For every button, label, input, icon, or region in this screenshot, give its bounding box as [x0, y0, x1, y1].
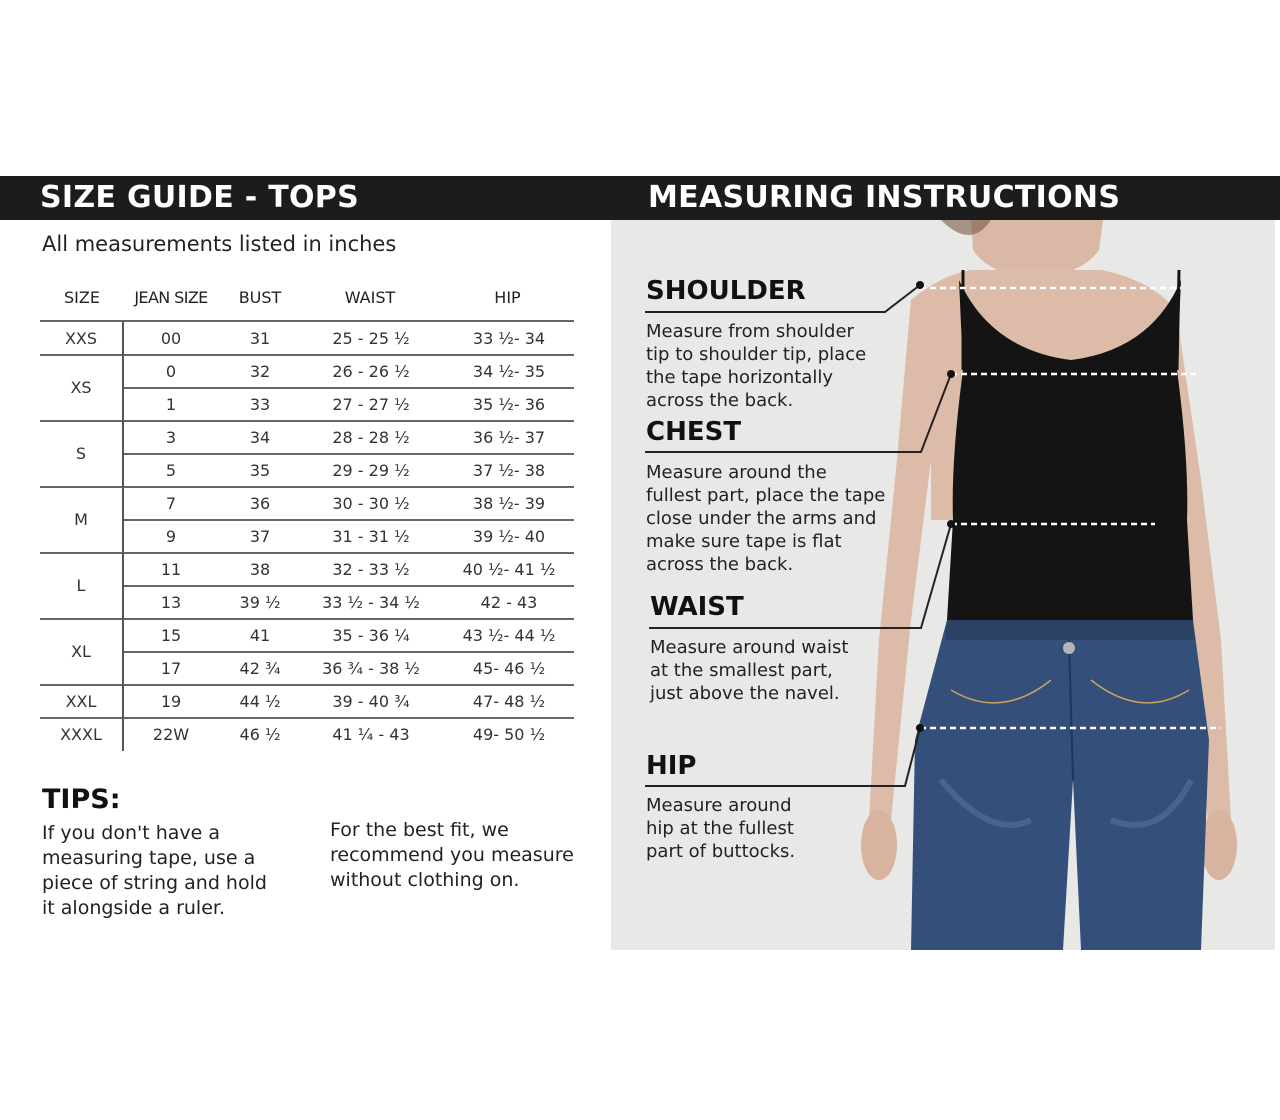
waist-cell: 30 - 30 ½: [332, 494, 410, 513]
bust-cell: 46 ½: [239, 725, 281, 744]
jean-cell: 17: [160, 659, 182, 678]
size-label: S: [75, 444, 87, 463]
hip-cell: 38 ½- 39: [472, 494, 546, 513]
size-label: XXXL: [60, 725, 102, 744]
size-guide-title: SIZE GUIDE - TOPS: [40, 180, 360, 215]
size-label: XXS: [64, 329, 98, 348]
bust-cell: 44 ½: [239, 692, 281, 711]
table-vertical-divider: [122, 322, 124, 751]
bust-cell: 37: [249, 527, 271, 546]
waist-cell: 35 - 36 ¼: [332, 626, 410, 645]
jean-cell: 1: [165, 395, 177, 414]
chest-title: CHEST: [646, 417, 742, 447]
waist-cell: 32 - 33 ½: [332, 560, 410, 579]
jean-cell: 3: [165, 428, 177, 447]
bust-cell: 31: [249, 329, 271, 348]
hip-cell: 36 ½- 37: [472, 428, 546, 447]
jean-cell: 19: [160, 692, 182, 711]
size-label: XXL: [65, 692, 97, 711]
size-label: M: [74, 510, 88, 529]
measuring-panel: [611, 220, 1275, 950]
waist-title: WAIST: [650, 592, 744, 622]
jean-cell: 22W: [152, 725, 190, 744]
hip-title: HIP: [646, 751, 697, 781]
hip-cell: 43 ½- 44 ½: [462, 626, 556, 645]
hip-cell: 42 - 43: [480, 593, 538, 612]
jean-cell: 13: [160, 593, 182, 612]
jean-cell: 00: [160, 329, 182, 348]
bust-cell: 32: [249, 362, 271, 381]
waist-cell: 33 ½ - 34 ½: [322, 593, 420, 612]
column-header-bust: BUST: [238, 288, 282, 307]
bust-cell: 36: [249, 494, 271, 513]
measuring-instructions-title: MEASURING INSTRUCTIONS: [648, 180, 1121, 215]
bust-cell: 38: [249, 560, 271, 579]
waist-cell: 28 - 28 ½: [332, 428, 410, 447]
bust-cell: 42 ¾: [239, 659, 281, 678]
tip-measuring-tape: If you don't have a measuring tape, use a piece of string and hold it alongside a ruler.: [42, 822, 267, 919]
bust-cell: 41: [249, 626, 271, 645]
jean-cell: 7: [165, 494, 177, 513]
size-label: XL: [71, 642, 91, 661]
hip-cell: 49- 50 ½: [472, 725, 546, 744]
hip-cell: 35 ½- 36: [472, 395, 546, 414]
size-label: XS: [70, 378, 92, 397]
hip-cell: 39 ½- 40: [472, 527, 546, 546]
hip-cell: 45- 46 ½: [472, 659, 546, 678]
hip-cell: 33 ½- 34: [472, 329, 546, 348]
hip-cell: 37 ½- 38: [472, 461, 546, 480]
bust-cell: 33: [249, 395, 271, 414]
hip-cell: 34 ½- 35: [472, 362, 546, 381]
chest-instructions: Measure around the fullest part, place the tape close under the arms and make sure tape is flat across the back.: [646, 462, 886, 575]
jean-cell: 0: [165, 362, 177, 381]
column-header-hip: HIP: [494, 288, 521, 307]
jean-cell: 11: [160, 560, 182, 579]
waist-cell: 39 - 40 ¾: [332, 692, 410, 711]
tip-best-fit: For the best fit, we recommend you measure without clothing on.: [330, 819, 574, 891]
waist-cell: 36 ¾ - 38 ½: [322, 659, 420, 678]
measurement-units-note: All measurements listed in inches: [42, 232, 397, 256]
bust-cell: 34: [249, 428, 271, 447]
jean-cell: 5: [165, 461, 177, 480]
waist-cell: 29 - 29 ½: [332, 461, 410, 480]
column-header-waist: WAIST: [344, 288, 396, 307]
hip-instructions: Measure around hip at the fullest part of buttocks.: [646, 795, 796, 862]
shoulder-title: SHOULDER: [646, 276, 806, 306]
jean-cell: 9: [165, 527, 177, 546]
waist-cell: 25 - 25 ½: [332, 329, 410, 348]
hip-cell: 40 ½- 41 ½: [462, 560, 556, 579]
column-header-jean-size: JEAN SIZE: [134, 288, 208, 307]
shoulder-instructions: Measure from shoulder tip to shoulder tip, place the tape horizontally across the back.: [646, 321, 867, 411]
waist-cell: 31 - 31 ½: [332, 527, 410, 546]
size-label: L: [76, 576, 86, 595]
column-header-size: SIZE: [64, 288, 100, 307]
waist-cell: 27 - 27 ½: [332, 395, 410, 414]
bust-cell: 39 ½: [239, 593, 281, 612]
waist-instructions: Measure around waist at the smallest part, just above the navel.: [650, 637, 849, 704]
bust-cell: 35: [249, 461, 271, 480]
hip-cell: 47- 48 ½: [472, 692, 546, 711]
waist-cell: 26 - 26 ½: [332, 362, 410, 381]
tips-title: TIPS:: [42, 784, 121, 815]
waist-cell: 41 ¼ - 43: [332, 725, 410, 744]
jean-cell: 15: [160, 626, 182, 645]
